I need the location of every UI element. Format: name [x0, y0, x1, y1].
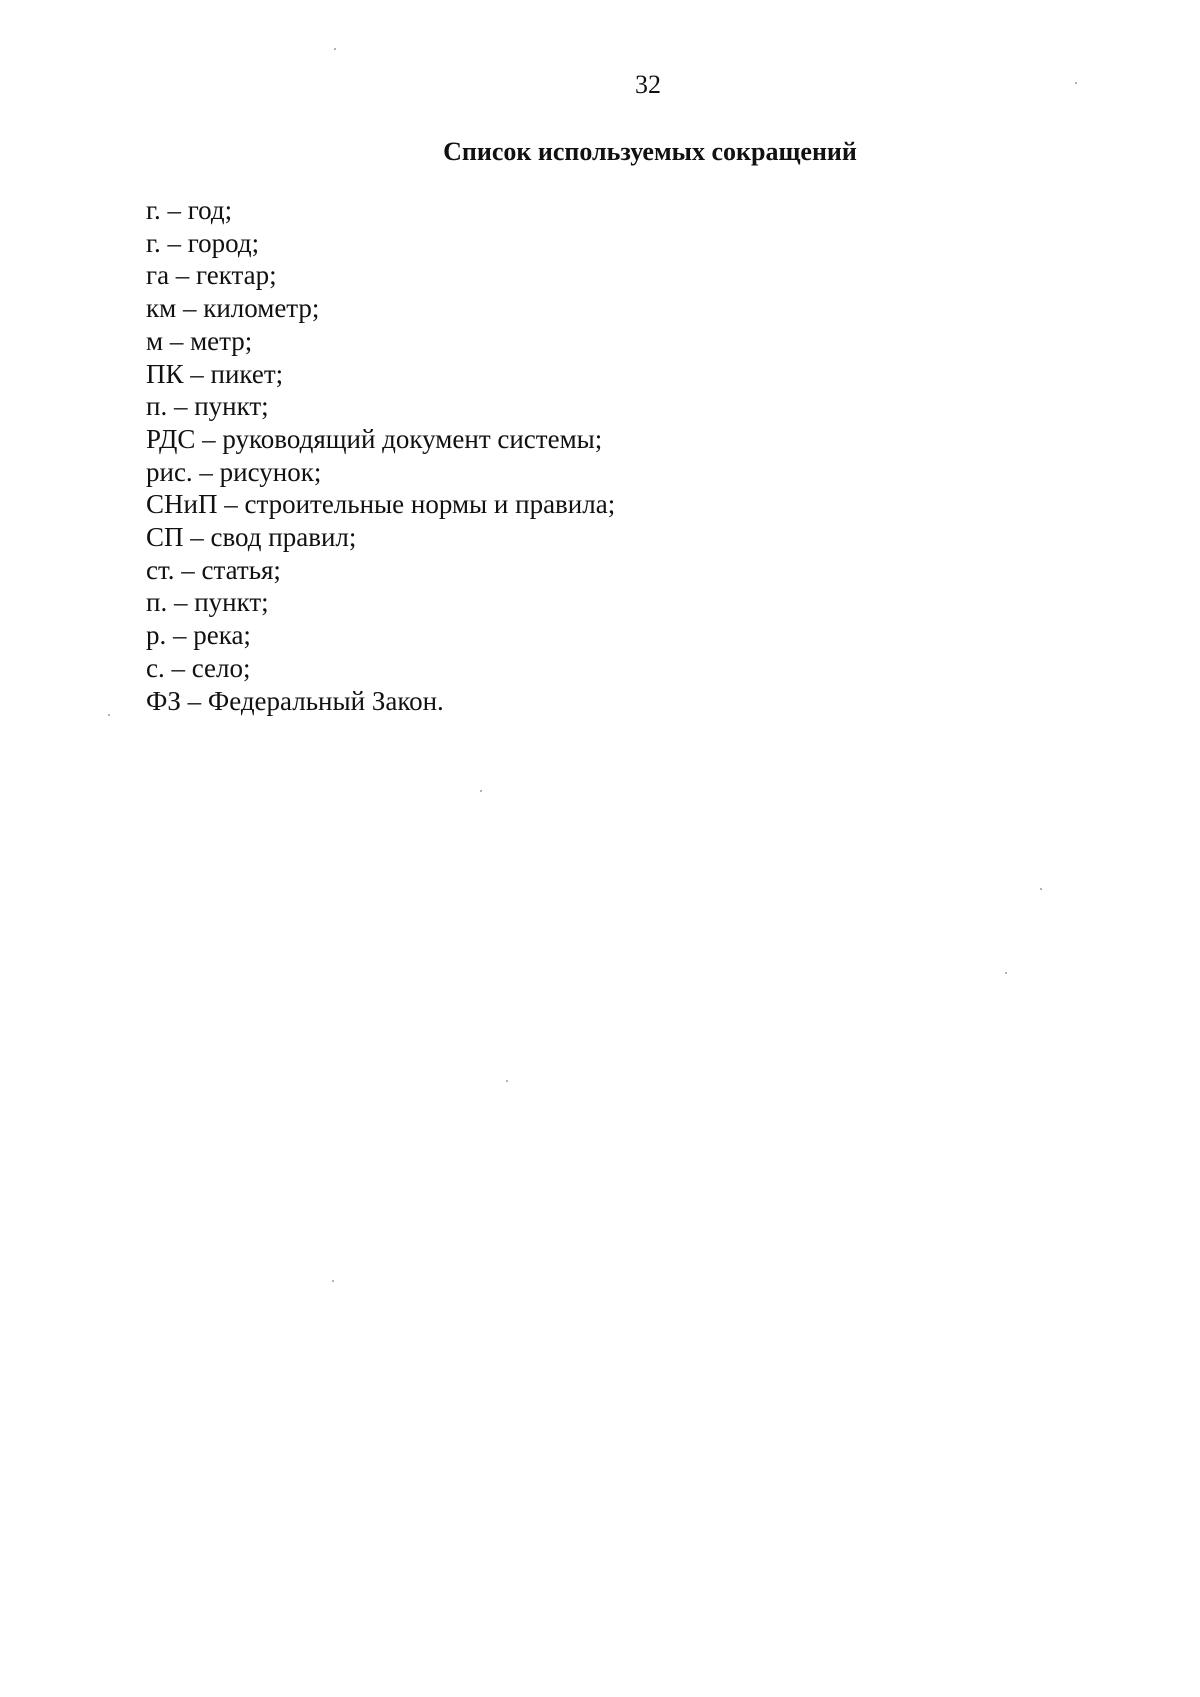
list-item: г. – год; — [146, 195, 233, 225]
list-item: р. – река; — [146, 620, 251, 651]
scan-speck — [334, 48, 336, 50]
list-item: СНиП – строительные нормы и правила; — [146, 489, 616, 520]
abbreviation-list — [146, 194, 615, 717]
list-item: г. – город; — [146, 227, 260, 258]
list-item: п. – пункт; — [146, 587, 269, 618]
list-item: п. – пункт; — [146, 391, 269, 422]
page-title: Список используемых сокращений — [443, 137, 857, 166]
scan-speck — [1040, 888, 1042, 890]
list-item: га – гектар; — [146, 260, 277, 291]
scan-speck — [1005, 972, 1007, 974]
list-item: рис. – рисунок; — [146, 456, 322, 487]
list-item: ст. – статья; — [146, 554, 281, 585]
scan-speck — [1075, 82, 1077, 84]
list-item: ФЗ – Федеральный Закон. — [146, 685, 444, 716]
scan-speck — [108, 714, 110, 716]
list-item: ПК – пикет; — [146, 358, 284, 389]
scan-speck — [506, 1080, 508, 1082]
list-item: м – метр; — [146, 325, 253, 356]
list-item: с. – село; — [146, 652, 251, 683]
list-item: РДС – руководящий документ системы; — [146, 423, 603, 454]
list-item: км – километр; — [146, 293, 320, 324]
page-number: 32 — [635, 70, 661, 99]
scan-speck — [480, 790, 482, 792]
list-item: СП – свод правил; — [146, 522, 357, 553]
scan-speck — [332, 1280, 334, 1282]
